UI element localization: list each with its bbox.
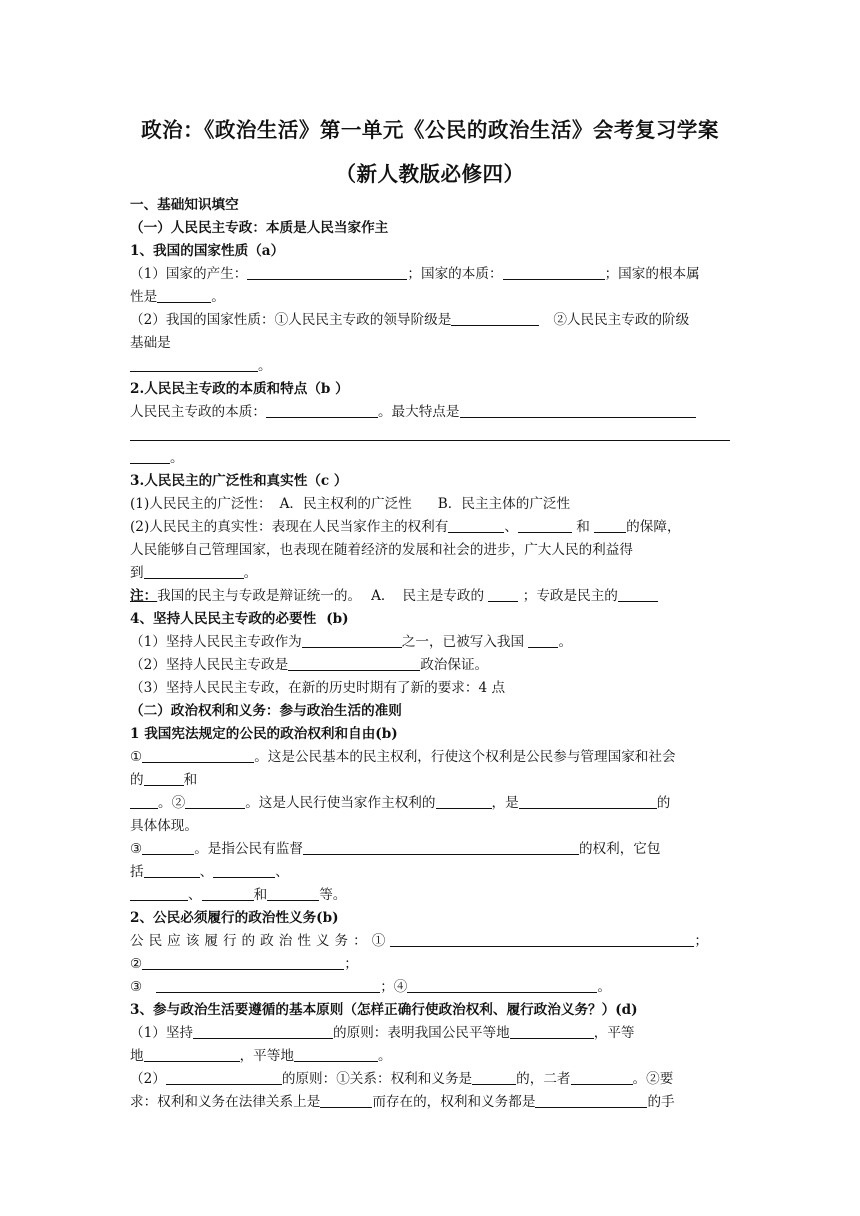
fill-blank[interactable]: [142, 839, 194, 855]
text-line: 到 。: [130, 565, 258, 581]
fill-blank[interactable]: [130, 356, 258, 372]
fill-blank[interactable]: [488, 586, 518, 602]
subsection-heading: （二）政治权利和义务：参与政治生活的准则: [130, 703, 402, 719]
fill-blank[interactable]: [510, 1023, 594, 1039]
text-line: （1）国家的产生： ；国家的本质： ；国家的根本属: [130, 266, 700, 282]
fill-blank[interactable]: [288, 655, 420, 671]
text-line: 公民应该履行的政治性义务：① ；: [130, 933, 708, 949]
fill-blank[interactable]: [594, 517, 626, 533]
text-line: （1）坚持人民民主专政作为 之一，已被写入我国 。: [130, 634, 573, 650]
fill-blank[interactable]: [519, 793, 657, 809]
fill-blank[interactable]: [185, 793, 245, 809]
fill-blank[interactable]: [142, 747, 254, 763]
fill-blank[interactable]: [156, 977, 380, 993]
text-line: 、 和 等。: [130, 884, 730, 907]
fill-blank[interactable]: [142, 954, 344, 970]
fill-blank[interactable]: [202, 885, 254, 901]
fill-blank[interactable]: [130, 425, 730, 441]
fill-blank[interactable]: [518, 517, 572, 533]
fill-blank[interactable]: [213, 862, 275, 878]
document-title: 政治：《政治生活》第一单元《公民的政治生活》会考复习学案: [141, 118, 719, 142]
subsection-heading: （一）人民民主专政：本质是人民当家作主: [130, 220, 389, 236]
text-line: 。: [130, 447, 730, 470]
text-line: 括 、 、: [130, 864, 289, 880]
topic-heading: 3、参与政治生活要遵循的基本原则（怎样正确行使政治权利、履行政治义务？）(d): [130, 1002, 638, 1018]
text-line: 。: [130, 355, 730, 378]
fill-blank[interactable]: [294, 1046, 378, 1062]
text-line: 基础是: [130, 335, 171, 351]
topic-heading: 1、我国的国家性质（a）: [130, 243, 285, 259]
fill-blank[interactable]: [472, 1069, 516, 1085]
fill-blank[interactable]: [144, 1046, 240, 1062]
fill-blank[interactable]: [407, 977, 597, 993]
fill-blank[interactable]: [130, 885, 188, 901]
text-line: 人民能够自己管理国家，也表现在随着经济的发展和社会的进步，广大人民的利益得: [130, 542, 633, 558]
fill-blank[interactable]: [130, 448, 170, 464]
fill-blank[interactable]: [535, 1092, 647, 1108]
fill-blank[interactable]: [144, 563, 244, 579]
fill-blank[interactable]: [130, 793, 158, 809]
text-line: [130, 424, 730, 447]
fill-blank[interactable]: [503, 264, 605, 280]
text-line: （2） 的原则：①关系：权利和义务是 的，二者 。②要: [130, 1071, 674, 1087]
fill-blank[interactable]: [528, 632, 558, 648]
text-line: (1)人民民主的广泛性： A．民主权利的广泛性 B．民主主体的广泛性: [130, 496, 571, 512]
fill-blank[interactable]: [144, 862, 200, 878]
topic-heading: 4、坚持人民民主专政的必要性 (b): [130, 611, 349, 627]
text-line: （3）坚持人民民主专政，在新的历史时期有了新的要求：4 点: [130, 680, 506, 696]
fill-blank[interactable]: [390, 931, 694, 947]
text-line: （2）我国的国家性质：①人民民主专政的领导阶级是 ②人民民主专政的阶级: [130, 312, 690, 328]
section-heading-1: 一、基础知识填空: [130, 197, 239, 213]
fill-blank[interactable]: [451, 310, 539, 326]
fill-blank[interactable]: [267, 885, 319, 901]
text-line: ③ ；④ 。: [130, 979, 611, 995]
text-line: ③ 。是指公民有监督 的权利，它包: [130, 841, 661, 857]
fill-blank[interactable]: [436, 793, 492, 809]
topic-heading: 2.人民民主专政的本质和特点（b ）: [130, 381, 349, 397]
fill-blank[interactable]: [166, 1069, 282, 1085]
text-line: 地 ，平等地 。: [130, 1048, 392, 1064]
worksheet-body: [130, 194, 730, 1114]
text-line: 的 和: [130, 772, 198, 788]
text-line: 具体体现。: [130, 818, 198, 834]
text-line: (2)人民民主的真实性：表现在人民当家作主的权利有 、 和 的保障，: [130, 519, 681, 535]
text-line: 性是 。: [130, 289, 225, 305]
text-line: 人民民主专政的本质： 。最大特点是: [130, 401, 730, 424]
text-line: ① 。这是公民基本的民主权利，行使这个权利是公民参与管理国家和社会: [130, 749, 676, 765]
fill-blank[interactable]: [571, 1069, 633, 1085]
topic-heading: 1 我国宪法规定的公民的政治权利和自由(b): [130, 726, 398, 742]
text-line: 注：我国的民主与专政是辩证统一的。 A． 民主是专政的 ；专政是民主的: [130, 585, 730, 608]
fill-blank[interactable]: [157, 287, 211, 303]
fill-blank[interactable]: [266, 402, 378, 418]
fill-blank[interactable]: [302, 632, 402, 648]
text-line: 求：权利和义务在法律关系上是 而存在的，权利和义务都是 的手: [130, 1094, 675, 1110]
text-line: （1）坚持 的原则：表明我国公民平等地 ，平等: [130, 1025, 635, 1041]
topic-heading: 3.人民民主的广泛性和真实性（c ）: [130, 473, 348, 489]
fill-blank[interactable]: [144, 770, 184, 786]
fill-blank[interactable]: [448, 517, 504, 533]
document-subtitle: （新人教版必修四）: [335, 162, 525, 186]
fill-blank[interactable]: [460, 402, 696, 418]
fill-blank[interactable]: [303, 839, 579, 855]
fill-blank[interactable]: [247, 264, 407, 280]
text-line: （2）坚持人民民主专政是 政治保证。: [130, 657, 489, 673]
fill-blank[interactable]: [193, 1023, 333, 1039]
fill-blank[interactable]: [320, 1092, 372, 1108]
topic-heading: 2、公民必须履行的政治性义务(b): [130, 910, 339, 926]
text-line: 。② 。这是人民行使当家作主权利的 ，是 的: [130, 792, 730, 815]
fill-blank[interactable]: [618, 586, 658, 602]
text-line: ② ；: [130, 956, 358, 972]
